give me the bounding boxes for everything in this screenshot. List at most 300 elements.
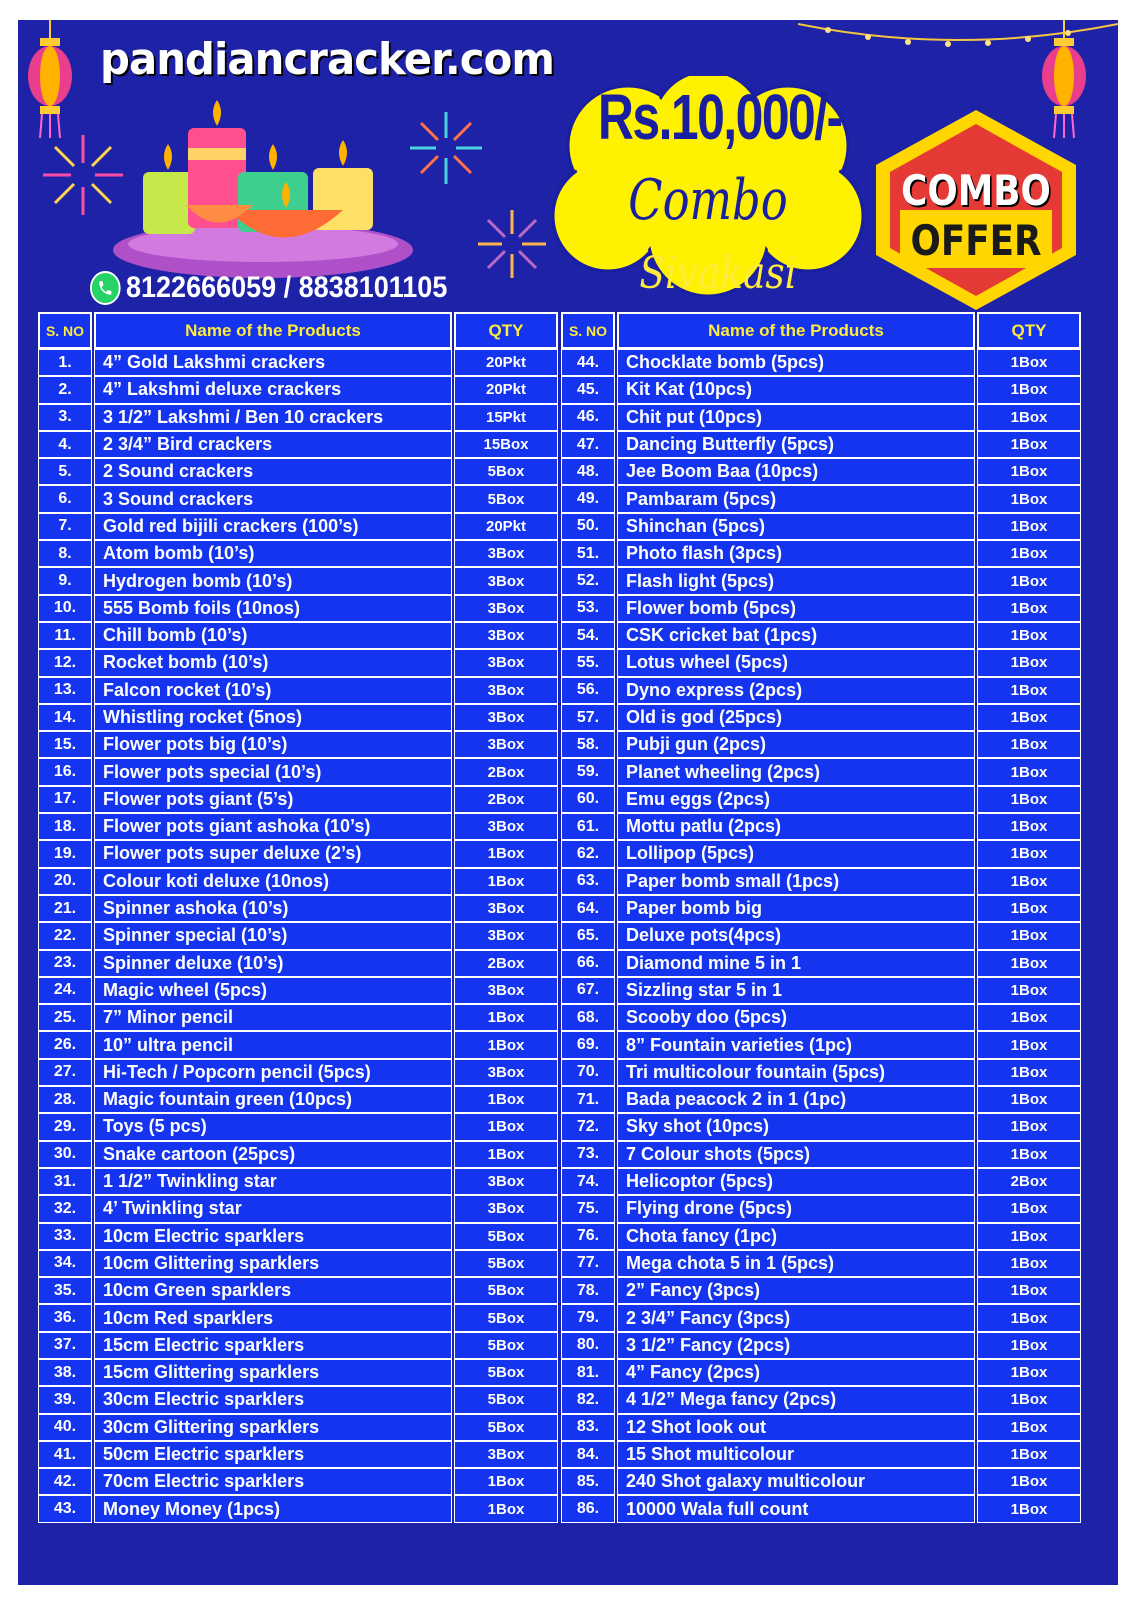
row-product-name: 2 3/4” Bird crackers — [94, 431, 452, 458]
row-qty: 1Box — [977, 868, 1081, 895]
row-product-name: 15cm Glittering sparklers — [94, 1359, 452, 1386]
table-row — [561, 1441, 1081, 1468]
header-name: Name of the Products — [94, 312, 452, 349]
row-qty: 1Box — [977, 786, 1081, 813]
diya-candles-illustration — [108, 90, 418, 280]
row-sno: 77. — [561, 1250, 615, 1277]
row-sno: 9. — [38, 567, 92, 594]
row-qty: 1Box — [977, 704, 1081, 731]
row-product-name: Emu eggs (2pcs) — [617, 786, 975, 813]
row-sno: 6. — [38, 485, 92, 512]
table-row — [561, 1250, 1081, 1277]
table-row — [561, 922, 1081, 949]
row-sno: 45. — [561, 376, 615, 403]
table-row — [561, 1113, 1081, 1140]
row-product-name: Spinner ashoka (10’s) — [94, 895, 452, 922]
table-row — [561, 731, 1081, 758]
row-sno: 67. — [561, 977, 615, 1004]
table-row — [38, 840, 558, 867]
row-qty: 1Box — [977, 485, 1081, 512]
product-table-right — [561, 312, 1081, 1523]
row-product-name: Chill bomb (10’s) — [94, 622, 452, 649]
table-row — [38, 458, 558, 485]
row-qty: 5Box — [454, 458, 558, 485]
row-qty: 1Box — [454, 868, 558, 895]
header-qty: QTY — [454, 312, 558, 349]
row-product-name: Mottu patlu (2pcs) — [617, 813, 975, 840]
table-row — [561, 349, 1081, 376]
row-sno: 31. — [38, 1168, 92, 1195]
row-qty: 1Box — [977, 895, 1081, 922]
row-product-name: Shinchan (5pcs) — [617, 513, 975, 540]
row-qty: 1Box — [977, 1359, 1081, 1386]
table-row — [561, 786, 1081, 813]
table-row — [38, 595, 558, 622]
row-qty: 1Box — [454, 1468, 558, 1495]
table-row — [38, 513, 558, 540]
table-row — [38, 622, 558, 649]
row-product-name: Magic wheel (5pcs) — [94, 977, 452, 1004]
row-qty: 1Box — [977, 1250, 1081, 1277]
row-sno: 37. — [38, 1332, 92, 1359]
row-product-name: Flash light (5pcs) — [617, 567, 975, 594]
row-product-name: Dyno express (2pcs) — [617, 677, 975, 704]
table-row — [38, 813, 558, 840]
table-row — [561, 540, 1081, 567]
row-product-name: Flower pots giant ashoka (10’s) — [94, 813, 452, 840]
row-sno: 62. — [561, 840, 615, 867]
table-row — [561, 813, 1081, 840]
row-sno: 29. — [38, 1113, 92, 1140]
row-qty: 1Box — [977, 1004, 1081, 1031]
row-qty: 15Pkt — [454, 404, 558, 431]
row-sno: 28. — [38, 1086, 92, 1113]
row-qty: 1Box — [977, 1277, 1081, 1304]
row-qty: 3Box — [454, 977, 558, 1004]
row-product-name: Helicoptor (5pcs) — [617, 1168, 975, 1195]
row-product-name: Flower pots special (10’s) — [94, 758, 452, 785]
table-row — [561, 840, 1081, 867]
row-sno: 40. — [38, 1414, 92, 1441]
table-row — [561, 1059, 1081, 1086]
combo-price: Rs.10,000/- — [597, 81, 842, 153]
row-product-name: Paper bomb big — [617, 895, 975, 922]
row-qty: 1Box — [977, 1223, 1081, 1250]
row-sno: 48. — [561, 458, 615, 485]
row-sno: 61. — [561, 813, 615, 840]
row-product-name: Lotus wheel (5pcs) — [617, 649, 975, 676]
row-sno: 76. — [561, 1223, 615, 1250]
table-header — [561, 312, 1081, 349]
row-sno: 58. — [561, 731, 615, 758]
row-product-name: Toys (5 pcs) — [94, 1113, 452, 1140]
row-product-name: 50cm Electric sparklers — [94, 1441, 452, 1468]
row-sno: 73. — [561, 1141, 615, 1168]
table-row — [38, 868, 558, 895]
row-qty: 1Box — [977, 758, 1081, 785]
row-qty: 1Box — [977, 567, 1081, 594]
table-row — [38, 977, 558, 1004]
row-product-name: Magic fountain green (10pcs) — [94, 1086, 452, 1113]
table-row — [38, 1304, 558, 1331]
row-sno: 21. — [38, 895, 92, 922]
row-qty: 3Box — [454, 622, 558, 649]
table-row — [561, 895, 1081, 922]
row-product-name: 8” Fountain varieties (1pc) — [617, 1031, 975, 1058]
table-row — [561, 1277, 1081, 1304]
table-row — [38, 1359, 558, 1386]
table-row — [38, 1113, 558, 1140]
row-sno: 12. — [38, 649, 92, 676]
table-row — [561, 1495, 1081, 1522]
table-row — [38, 731, 558, 758]
table-row — [38, 677, 558, 704]
row-product-name: Hi-Tech / Popcorn pencil (5pcs) — [94, 1059, 452, 1086]
row-sno: 7. — [38, 513, 92, 540]
row-product-name: Atom bomb (10’s) — [94, 540, 452, 567]
row-product-name: Rocket bomb (10’s) — [94, 649, 452, 676]
row-sno: 43. — [38, 1495, 92, 1522]
row-qty: 1Box — [977, 1332, 1081, 1359]
combo-badge-line1: COMBO — [901, 166, 1051, 215]
row-product-name: 15cm Electric sparklers — [94, 1332, 452, 1359]
row-sno: 32. — [38, 1195, 92, 1222]
row-qty: 3Box — [454, 567, 558, 594]
row-product-name: Spinner special (10’s) — [94, 922, 452, 949]
row-qty: 3Box — [454, 813, 558, 840]
table-row — [561, 1332, 1081, 1359]
row-sno: 46. — [561, 404, 615, 431]
row-sno: 14. — [38, 704, 92, 731]
row-product-name: Chit put (10pcs) — [617, 404, 975, 431]
row-sno: 63. — [561, 868, 615, 895]
row-qty: 1Box — [977, 404, 1081, 431]
row-sno: 44. — [561, 349, 615, 376]
table-row — [38, 1141, 558, 1168]
table-row — [38, 922, 558, 949]
row-sno: 74. — [561, 1168, 615, 1195]
row-product-name: Jee Boom Baa (10pcs) — [617, 458, 975, 485]
row-sno: 18. — [38, 813, 92, 840]
table-row — [38, 404, 558, 431]
row-qty: 3Box — [454, 1168, 558, 1195]
row-product-name: Whistling rocket (5nos) — [94, 704, 452, 731]
table-row — [38, 1495, 558, 1522]
row-qty: 1Box — [977, 1113, 1081, 1140]
row-sno: 1. — [38, 349, 92, 376]
header-sno: S. NO — [38, 312, 92, 349]
row-sno: 60. — [561, 786, 615, 813]
row-sno: 17. — [38, 786, 92, 813]
row-product-name: 15 Shot multicolour — [617, 1441, 975, 1468]
row-product-name: Pubji gun (2pcs) — [617, 731, 975, 758]
table-row — [561, 1141, 1081, 1168]
row-product-name: 30cm Glittering sparklers — [94, 1414, 452, 1441]
row-qty: 1Box — [977, 1141, 1081, 1168]
row-sno: 20. — [38, 868, 92, 895]
row-qty: 5Box — [454, 1414, 558, 1441]
row-product-name: Flower pots giant (5’s) — [94, 786, 452, 813]
row-product-name: 12 Shot look out — [617, 1414, 975, 1441]
row-sno: 35. — [38, 1277, 92, 1304]
row-qty: 2Box — [977, 1168, 1081, 1195]
row-qty: 1Box — [454, 1141, 558, 1168]
row-qty: 1Box — [977, 813, 1081, 840]
row-qty: 5Box — [454, 1304, 558, 1331]
table-row — [561, 977, 1081, 1004]
table-row — [38, 1086, 558, 1113]
string-lights-icon — [798, 20, 1118, 60]
row-sno: 49. — [561, 485, 615, 512]
table-row — [38, 431, 558, 458]
table-row — [38, 950, 558, 977]
row-qty: 1Box — [977, 922, 1081, 949]
row-product-name: 240 Shot galaxy multicolour — [617, 1468, 975, 1495]
row-sno: 53. — [561, 595, 615, 622]
table-row — [561, 704, 1081, 731]
row-sno: 11. — [38, 622, 92, 649]
row-product-name: 30cm Electric sparklers — [94, 1386, 452, 1413]
row-sno: 42. — [38, 1468, 92, 1495]
table-row — [561, 1359, 1081, 1386]
row-sno: 50. — [561, 513, 615, 540]
row-sno: 5. — [38, 458, 92, 485]
table-row — [561, 1086, 1081, 1113]
row-sno: 81. — [561, 1359, 615, 1386]
table-row — [38, 349, 558, 376]
row-sno: 75. — [561, 1195, 615, 1222]
row-qty: 3Box — [454, 540, 558, 567]
row-qty: 1Box — [454, 840, 558, 867]
row-product-name: 10cm Electric sparklers — [94, 1223, 452, 1250]
combo-label: Combo — [628, 168, 788, 233]
row-product-name: 3 1/2” Lakshmi / Ben 10 crackers — [94, 404, 452, 431]
row-product-name: Diamond mine 5 in 1 — [617, 950, 975, 977]
row-qty: 1Box — [454, 1113, 558, 1140]
row-product-name: 10cm Green sparklers — [94, 1277, 452, 1304]
row-sno: 3. — [38, 404, 92, 431]
row-product-name: 4’ Twinkling star — [94, 1195, 452, 1222]
row-product-name: Scooby doo (5pcs) — [617, 1004, 975, 1031]
table-row — [38, 1250, 558, 1277]
row-sno: 26. — [38, 1031, 92, 1058]
row-product-name: Snake cartoon (25pcs) — [94, 1141, 452, 1168]
row-qty: 3Box — [454, 922, 558, 949]
table-row — [561, 649, 1081, 676]
row-qty: 1Box — [977, 622, 1081, 649]
row-sno: 64. — [561, 895, 615, 922]
header-sno: S. NO — [561, 312, 615, 349]
table-row — [38, 1195, 558, 1222]
row-product-name: Tri multicolour fountain (5pcs) — [617, 1059, 975, 1086]
row-sno: 41. — [38, 1441, 92, 1468]
row-product-name: CSK cricket bat (1pcs) — [617, 622, 975, 649]
row-product-name: 10cm Glittering sparklers — [94, 1250, 452, 1277]
table-row — [561, 868, 1081, 895]
row-sno: 72. — [561, 1113, 615, 1140]
table-row — [38, 485, 558, 512]
row-qty: 1Box — [977, 977, 1081, 1004]
row-qty: 1Box — [977, 950, 1081, 977]
table-row — [561, 758, 1081, 785]
table-row — [561, 622, 1081, 649]
row-sno: 38. — [38, 1359, 92, 1386]
row-qty: 1Box — [977, 649, 1081, 676]
row-product-name: 10” ultra pencil — [94, 1031, 452, 1058]
row-product-name: Money Money (1pcs) — [94, 1495, 452, 1522]
table-row — [561, 1031, 1081, 1058]
row-product-name: Falcon rocket (10’s) — [94, 677, 452, 704]
row-qty: 1Box — [977, 431, 1081, 458]
table-row — [561, 513, 1081, 540]
row-qty: 1Box — [454, 1495, 558, 1522]
row-product-name: 4” Gold Lakshmi crackers — [94, 349, 452, 376]
row-sno: 85. — [561, 1468, 615, 1495]
row-product-name: Kit Kat (10pcs) — [617, 376, 975, 403]
row-sno: 56. — [561, 677, 615, 704]
table-row — [38, 1414, 558, 1441]
row-product-name: Colour koti deluxe (10nos) — [94, 868, 452, 895]
table-row — [561, 1386, 1081, 1413]
row-sno: 54. — [561, 622, 615, 649]
table-row — [561, 950, 1081, 977]
row-sno: 16. — [38, 758, 92, 785]
table-row — [561, 1304, 1081, 1331]
row-product-name: 4” Lakshmi deluxe crackers — [94, 376, 452, 403]
row-sno: 10. — [38, 595, 92, 622]
location-label: Sivakasi — [639, 248, 797, 299]
table-row — [38, 540, 558, 567]
row-qty: 1Box — [977, 513, 1081, 540]
row-qty: 1Box — [977, 1304, 1081, 1331]
row-qty: 1Box — [977, 1468, 1081, 1495]
whatsapp-icon — [90, 271, 121, 305]
row-sno: 33. — [38, 1223, 92, 1250]
combo-badge-line2: OFFER — [910, 216, 1042, 265]
row-sno: 86. — [561, 1495, 615, 1522]
row-sno: 65. — [561, 922, 615, 949]
row-sno: 82. — [561, 1386, 615, 1413]
row-sno: 36. — [38, 1304, 92, 1331]
row-product-name: 2” Fancy (3pcs) — [617, 1277, 975, 1304]
row-sno: 4. — [38, 431, 92, 458]
row-sno: 69. — [561, 1031, 615, 1058]
row-qty: 5Box — [454, 1386, 558, 1413]
table-row — [38, 1277, 558, 1304]
row-qty: 2Box — [454, 758, 558, 785]
row-qty: 1Box — [977, 376, 1081, 403]
row-product-name: 70cm Electric sparklers — [94, 1468, 452, 1495]
row-sno: 59. — [561, 758, 615, 785]
row-sno: 80. — [561, 1332, 615, 1359]
poster-background — [18, 20, 1118, 1585]
row-qty: 1Box — [977, 1031, 1081, 1058]
table-row — [561, 404, 1081, 431]
row-qty: 20Pkt — [454, 376, 558, 403]
row-qty: 1Box — [977, 1386, 1081, 1413]
row-sno: 84. — [561, 1441, 615, 1468]
table-row — [38, 1468, 558, 1495]
row-qty: 1Box — [977, 1086, 1081, 1113]
row-sno: 30. — [38, 1141, 92, 1168]
row-qty: 1Box — [977, 1195, 1081, 1222]
row-qty: 20Pkt — [454, 513, 558, 540]
row-product-name: 10cm Red sparklers — [94, 1304, 452, 1331]
table-row — [38, 649, 558, 676]
row-sno: 57. — [561, 704, 615, 731]
firework-icon — [406, 108, 486, 188]
row-qty: 3Box — [454, 1195, 558, 1222]
row-product-name: 2 3/4” Fancy (3pcs) — [617, 1304, 975, 1331]
table-row — [38, 1223, 558, 1250]
table-row — [561, 595, 1081, 622]
row-sno: 8. — [38, 540, 92, 567]
row-sno: 15. — [38, 731, 92, 758]
table-row — [561, 485, 1081, 512]
row-product-name: 7” Minor pencil — [94, 1004, 452, 1031]
row-product-name: 555 Bomb foils (10nos) — [94, 595, 452, 622]
row-sno: 79. — [561, 1304, 615, 1331]
row-sno: 24. — [38, 977, 92, 1004]
row-qty: 1Box — [977, 1059, 1081, 1086]
row-qty: 1Box — [977, 1495, 1081, 1522]
row-qty: 1Box — [977, 595, 1081, 622]
row-qty: 3Box — [454, 704, 558, 731]
row-sno: 34. — [38, 1250, 92, 1277]
row-product-name: Spinner deluxe (10’s) — [94, 950, 452, 977]
table-row — [561, 677, 1081, 704]
row-qty: 5Box — [454, 1250, 558, 1277]
row-qty: 3Box — [454, 677, 558, 704]
row-sno: 51. — [561, 540, 615, 567]
row-qty: 1Box — [977, 731, 1081, 758]
row-product-name: 10000 Wala full count — [617, 1495, 975, 1522]
row-product-name: Planet wheeling (2pcs) — [617, 758, 975, 785]
row-product-name: Lollipop (5pcs) — [617, 840, 975, 867]
row-qty: 1Box — [454, 1031, 558, 1058]
row-sno: 70. — [561, 1059, 615, 1086]
table-row — [38, 786, 558, 813]
row-product-name: 7 Colour shots (5pcs) — [617, 1141, 975, 1168]
row-product-name: Old is god (25pcs) — [617, 704, 975, 731]
row-product-name: Chocklate bomb (5pcs) — [617, 349, 975, 376]
row-qty: 3Box — [454, 1441, 558, 1468]
header-qty: QTY — [977, 312, 1081, 349]
table-row — [38, 895, 558, 922]
row-qty: 1Box — [977, 540, 1081, 567]
table-row — [561, 458, 1081, 485]
table-row — [561, 431, 1081, 458]
row-qty: 20Pkt — [454, 349, 558, 376]
table-row — [38, 1004, 558, 1031]
row-qty: 1Box — [977, 458, 1081, 485]
row-qty: 2Box — [454, 950, 558, 977]
table-row — [38, 1031, 558, 1058]
row-product-name: 3 1/2” Fancy (2pcs) — [617, 1332, 975, 1359]
row-product-name: 3 Sound crackers — [94, 485, 452, 512]
row-qty: 5Box — [454, 485, 558, 512]
row-product-name: 2 Sound crackers — [94, 458, 452, 485]
table-row — [38, 1168, 558, 1195]
phone-text: 8122666059 / 8838101105 — [126, 271, 448, 304]
row-qty: 1Box — [977, 677, 1081, 704]
table-row — [38, 1059, 558, 1086]
row-qty: 3Box — [454, 895, 558, 922]
site-name: pandiancracker.com — [100, 34, 554, 85]
table-row — [38, 758, 558, 785]
row-qty: 15Box — [454, 431, 558, 458]
row-qty: 5Box — [454, 1223, 558, 1250]
